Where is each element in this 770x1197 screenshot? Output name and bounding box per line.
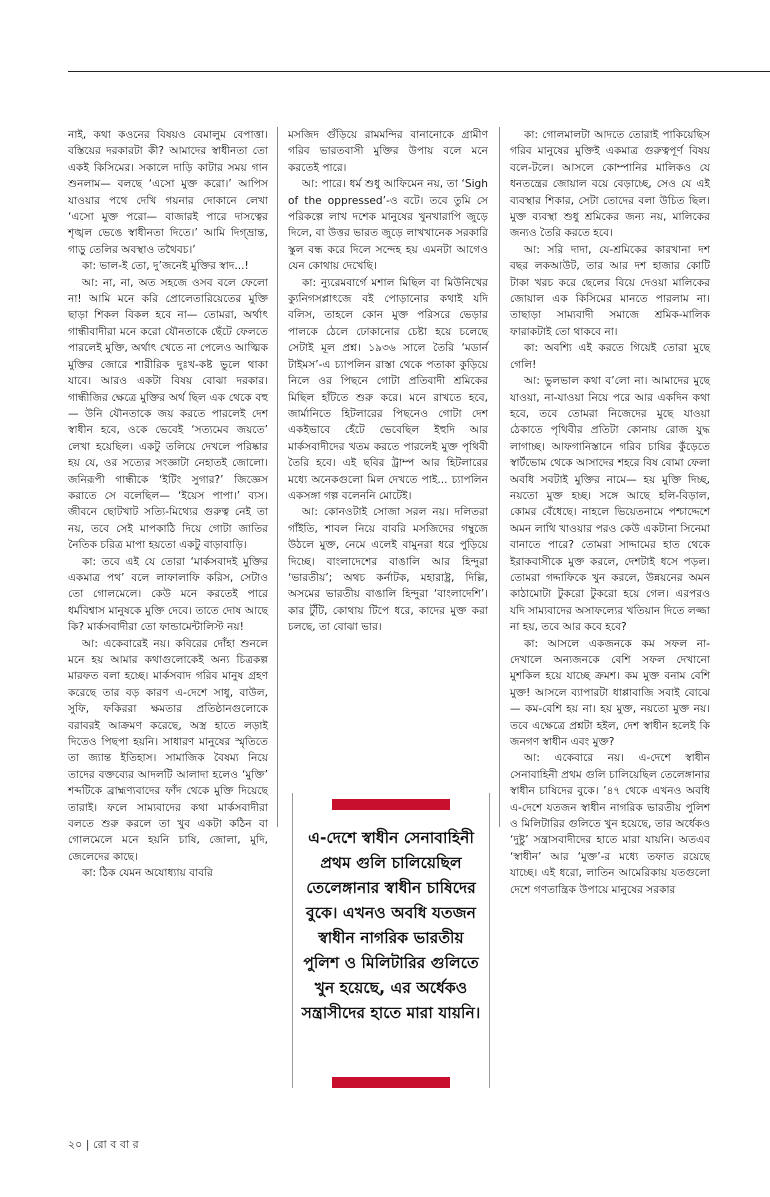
- pull-quote-text: এ-দেশে স্বাধীন সেনাবাহিনী প্রথম গুলি চালিয়েছিল তেলেঙ্গানার স্বাধীন চাষিদের বুকে। এখনও অবধি যতজন স্বাধীন নাগরিক ভারতীয় পুলিশ ও মিলিটারির গুলিতে খুন হয়েছে, এর অর্ধেকও সন্ত্রাসীদের হাতে মারা যায়নি।: [301, 829, 481, 1022]
- paragraph: মসজিদ গুঁড়িয়ে রামমন্দির বানানোকে গ্রামীণ গরিব ভারতবাসী মুক্তির উপায় বলে মনে করতেই পারে।: [288, 129, 488, 174]
- paragraph: কা: অবশ্যি এই করতে গিয়েই তোরা মুছে গেলি!: [510, 342, 710, 371]
- paragraph: আ: একেবারেই নয়। কবিরের দোঁহা শুনলে মনে হয় আমার কথাগুলোকেই অন্য চিত্রকল্প মারফত বলা হচ্ছে। মার্কসবাদ গরিব মানুষ গ্রহণ করেছে তার বড় কারণ এ-দেশে সাধু, বাউল, সুফি, ফকিররা ক্ষমতার প্রতিষ্ঠানগুলোকে বরাবরই আক্রমণ করেছে, অস্ত্র হাতে লড়াই দিতেও পিছপা হয়নি। সাধারণ মানুষের স্মৃতিতে তা জ্যান্ত ইতিহাস। সামাজিক বৈষম্য নিয়ে তাদের বক্তব্যের আদলটি আলাদা হলেও ‘মুক্তি’ শব্দটিকে ব্রাহ্মণ্যবাদের ফাঁদ থেকে মুক্তি দিয়েছে তারাই। ফলে সাম্যবাদের কথা মার্কসবাদীরা বলতে শুরু করলে তা খুব একটা কঠিন বা গোলমেলে মনে হয়নি চাষি, জোলা, মুদি, জেলেদের কাছে।: [68, 637, 268, 863]
- paragraph: আ: সরি দাদা, যে-শ্রমিকের কারখানা দশ বছর লকআউট, তার আর দশ হাজার কোটি টাকা খরচ করে ছেলের বিয়ে দেওয়া মালিকের জোয়াল এক কিসিমের মানতে পারলাম না। তাছাড়া সাম্যবাদী সমাজে শ্রমিক-মালিক ফারাকটাই তো থাকবে না।: [510, 243, 710, 338]
- article-column-3: [510, 127, 710, 898]
- paragraph: আ: না, না, অত সহজে ওসব বলে ফেলো না! আমি মনে করি প্রোলেতারিয়েতের মুক্তি ছাড়া শিকল বিকল হবে না— তোমরা, অর্থাৎ গান্ধীবাদীরা মনে করো যৌনতাকে ছেঁটে ফেলতে পারলেই মুক্তি, অর্থাৎ খেতে না পেলেও আত্মিক মুক্তির জোরে শারীরিক দুঃখ-কষ্ট ভুলে থাকা যাবে। আরও একটা বিষয় বোঝা দরকার। গান্ধীজির ক্ষেত্রে মুক্তির অর্থ ছিল এক থেকে বহু— উনি যৌনতাকে জয় করতে পারলেই দেশ স্বাধীন হবে, ওকে ভেবেই ‘সত্যমেব জয়তে’ লেখা হয়েছিল। একটু তলিয়ে দেখলে পরিষ্কার হয় যে, ওর সত্যের সংজ্ঞাটা নেহাতই জোলো। জনিরূপী গান্ধীকে ‘ইটিং সুগার?’ জিজ্ঞেস করাতে সে বলেছিল— ‘ইয়েস পাপা।’ ব্যস। জীবনে ছোটখাট সত্যি-মিথ্যের গুরুত্ব নেই তা নয়, তবে সেই মাপকাঠি দিয়ে গোটা জাতির নৈতিক চরিত্র মাপা হয়তো একটু বাড়াবাড়ি।: [68, 276, 268, 552]
- paragraph: আ: ভুলভাল কথা ব’লো না। আমাদের মুছে যাওয়া, না-যাওয়া নিয়ে পরে আর একদিন কথা হবে, তবে তোমরা নিজেদের মুছে যাওয়া ঠেকাতে পৃথিবীর প্রতিটা কোনায় রোজ যুদ্ধ লাগাচ্ছ। আফগানিস্তানে গরিব চাষির কুঁড়েতে স্বার্টভোম থেকে আসাদের শহরে বিষ বোমা ফেলা অবধি সবটাই মুক্তির নামে— হয় মুক্তি দিচ্ছ, নয়তো মুক্ত হচ্ছ। সঙ্গে আছে হলি-বিড়াল, কোমর বেঁধেছে। নাহলে ভিয়েতনামে পশ্চাদ্দেশে অমন লাথি খাওয়ার পরও কেউ একটানা সিনেমা বানাতে পারে? তোমরা সাদ্দামের হাত থেকে ইরাকবাসীকে মুক্ত করলে, দেশটাই ধসে পড়ল। তোমরা গদ্দাফিকে খুন করলে, উন্নয়নের অমন কাঠামোটা টুকরো টুকরো হয়ে গেল। এরপরও যদি সাম্যবাদের অসাফল্যের খতিয়ান দিতে লজ্জা না হয়, তবে আর কবে হবে?: [510, 375, 710, 634]
- paragraph: নাই, কথা কওনের বিষয়ও বেমালুম বেপাত্তা। বস্তিয়ের দরকারটা কী? আমাদের স্বাধীনতা তো একই কিসিমের। সকালে দাড়ি কাটার সময় গান শুনলাম— বলছে ‘এসো মুক্ত করো।’ আপিস যাওয়ার পথে দেখি গয়নার দোকানে লেখা ‘এসো মুক্ত পরো— বাজারই পারে দাসত্বের শৃঙ্খল ভেঙে স্বাধীনতা দিতে।’ আমি দিগ্‌ভ্রান্ত, গাড়ু তেলির অবস্থাও তথৈবচ।’: [68, 129, 268, 256]
- paragraph: কা: ভাল-ই তো, দু’জনেই মুক্তির স্বাদ...!: [82, 260, 249, 273]
- paragraph: কা: গোলমালটা আদতে তোরাই পাকিয়েছিস গরিব মানুষের মুক্তিই একমাত্র গুরুত্বপূর্ণ বিষয় বলে-টলে। আসলে কোম্পানির মালিকও যে ধনতন্ত্রের জোয়াল বয়ে বেড়াচ্ছে, সেও যে এই ব্যবস্থার শিকার, সেটা তোদের বলা উচিত ছিল। মুক্ত ব্যবস্থা শুধু শ্রমিকের জন্য নয়, মালিকের জন্যও তৈরি করতে হবে।: [510, 129, 710, 240]
- article-column-2: [288, 127, 488, 636]
- article-column-1: [68, 127, 268, 882]
- page-footer: ২০ | রো ব বা র: [68, 1138, 139, 1151]
- column-divider: [277, 127, 278, 827]
- pull-quote-bar-bottom: [332, 1077, 450, 1088]
- paragraph: কা: তবে এই যে তোরা ‘মার্কসবাদই মুক্তির একমাত্র পথ’ বলে লাফালাফি করিস, সেটাও তো গোলমেলে। কেউ মনে করতেই পারে ধর্মবিশ্বাস মানুষকে মুক্তি দেবে। তাতে দোষ আছে কি? মার্কসবাদীরা তো ফান্ডামেন্টালিস্ট নয়!: [68, 555, 268, 634]
- paragraph: কা: ন্যুরেমবার্গে মশাল মিছিল বা মিউনিখের ক্যুনিগসপ্লাৎজে বই পোড়ানোর কথাই যদি বলিস, তাহলে কোন মুক্ত পরিসরে ভেড়ার পালকে ঠেলে ঢোকানোর চেষ্টা হয়ে চলেছে সেটাই মূল প্রশ্ন। ১৯৩৬ সালে তৈরি ‘মডার্ন টাইমস’-এ চ্যাপলিন রাস্তা থেকে পতাকা কুড়িয়ে নিলে ওর পিছনে গোটা প্রতিবাদী শ্রমিকের মিছিল হাঁটতে শুরু করে। মনে রাখতে হবে, জার্মানিতে হিটলারের পিছনেও গোটা দেশ একইভাবে হেঁটে ভেবেছিল ইহুদি আর মার্কসবাদীদের খতম করতে পারলেই মুক্ত পৃথিবী তৈরি হবে। এই ছবির ট্রাম্প আর হিটলারের মধ্যে অনেকগুলো মিল দেখতে পাই... চ্যাপলিন একসঙ্গা গল্প বলেননি মোটেই।: [288, 276, 488, 502]
- column-divider: [499, 127, 500, 827]
- paragraph: আ: পারে। ধর্ম শুধু আফিমেন নয়, তা ‘Sigh of the oppressed’-ও বটে। তবে তুমি সে পরিকল্পে লাখ দশেক মানুষের খুনখারাপি জুড়ে দিলে, বা উত্তর ভারত জুড়ে লাখখানেক সরকারি স্কুল বন্ধ করে দিলে সন্দেহ হয় এমনটা আগেও যেন কোথায় দেখেছি।: [288, 178, 488, 273]
- header-rule: [68, 71, 770, 72]
- paragraph: কা: ঠিক যেমন অযোধ্যায় বাবরি: [82, 867, 213, 880]
- pull-quote-bar-top: [332, 799, 450, 810]
- paragraph: আ: একেবারে নয়। এ-দেশে স্বাধীন সেনাবাহিনী প্রথম গুলি চালিয়েছিল তেলেঙ্গানার স্বাধীন চাষিদের বুকে। ’৪৭ থেকে এখনও অবধি এ-দেশে যতজন স্বাধীন নাগরিক ভারতীয় পুলিশ ও মিলিটারির গুলিতে খুন হয়েছে, তার অর্ধেকও ‘দুষ্টু’ সন্ত্রাসবাদীদের হাতে মারা যায়নি। অতএব ‘স্বাধীন’ আর ‘মুক্ত’-র মধ্যে তফাত রয়েছে যাচ্ছে। এই ধরো, লাতিন আমেরিকায় যতগুলো দেশে গণতান্ত্রিক উপায়ে মানুষের সরকার: [510, 752, 710, 896]
- paragraph: কা: আসলে একজনকে কম সফল না-দেখালে অন্যজনকে বেশি সফল দেখানো মুশকিল হয়ে যাচ্ছে ক্রমশ। কম মুক্ত বনাম বেশি মুক্ত! আসলে ব্যাপারটা ধাপ্পাবাজি সবাই বোঝে— কম-বেশি হয় না। হয় মুক্ত, নয়তো মুক্ত নয়। তবে এক্ষেত্রে প্রশ্নটা হইল, দেশ স্বাধীন হলেই কি জনগণ স্বাধীন এবং মুক্ত?: [510, 637, 710, 749]
- pull-quote: [292, 793, 490, 1088]
- paragraph: আ: কোনওটাই সোজা সরল নয়। দলিতরা গাঁইতি, শাবল নিয়ে বাবরি মসজিদের গম্বুজে উঠলে মুক্ত, নেমে এলেই বামুনরা ধরে পুড়িয়ে দিচ্ছে। বাংলাদেশের বাঙালি আর হিন্দুরা ‘ভারতীয়’; অথচ কর্নাটক, মহারাষ্ট্র, দিল্লি, অসমের ভারতীয় বাঙালি হিন্দুরা ‘বাংলাদেশি’। কার টুঁটি, কোথায় টিপে ধরে, কাদের মুক্ত করা চলছে, তা বোঝা ভার।: [288, 506, 488, 634]
